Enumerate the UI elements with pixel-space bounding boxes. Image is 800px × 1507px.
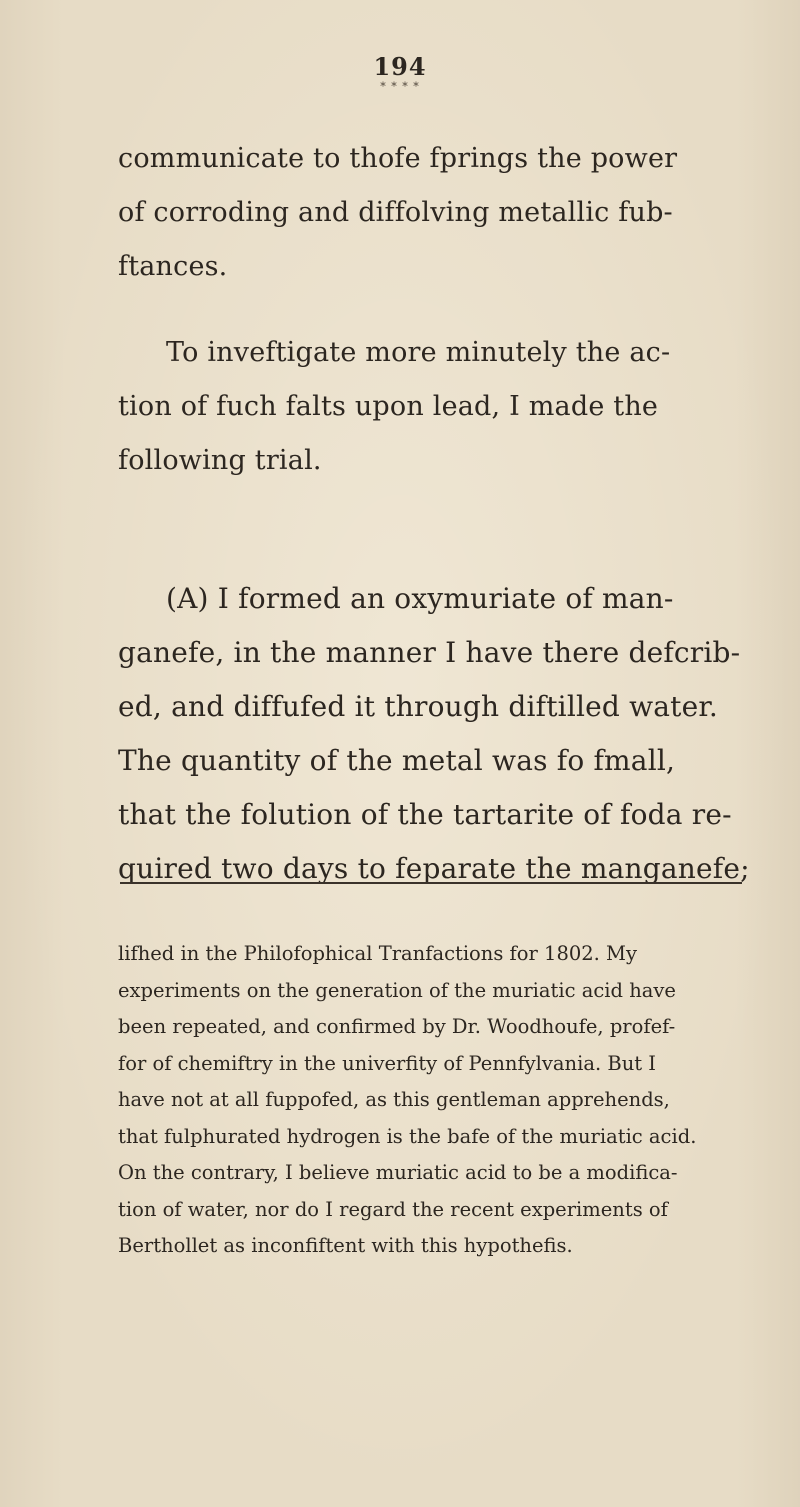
text-line: To inveftigate more minutely the ac-: [166, 337, 671, 368]
text-line: The quantity of the metal was fo fmall,: [118, 744, 676, 777]
paragraph-3: [118, 572, 778, 896]
paragraph-2: [118, 326, 778, 488]
footnote-line: experiments on the generation of the muriatic acid have: [118, 978, 676, 1002]
signature-mark: * * * *: [380, 80, 420, 93]
text-line: ed, and diffufed it through diftilled water.: [118, 690, 719, 723]
footnote-line: Berthollet as inconfiftent with this hypothefis.: [118, 1234, 573, 1257]
text-line: following trial.: [118, 445, 322, 476]
footnote-line: been repeated, and confirmed by Dr. Woodhoufe, profef-: [118, 1015, 676, 1038]
text-line: ftances.: [118, 251, 228, 282]
text-line: of corroding and diffolving metallic fub-: [118, 197, 673, 228]
page-number: 194: [373, 52, 427, 81]
text-line: tion of fuch falts upon lead, I made the: [118, 391, 659, 422]
paragraph-1: [118, 132, 778, 294]
text-line: ganefe, in the manner I have there defcrib-: [118, 636, 741, 669]
footnote-divider: [120, 882, 742, 884]
footnote-line: tion of water, nor do I regard the recent experiments of: [118, 1197, 668, 1221]
footnote-line: have not at all fuppofed, as this gentleman apprehends,: [118, 1088, 670, 1111]
text-line: that the folution of the tartarite of foda re-: [118, 798, 732, 831]
footnote-line: for of chemiftry in the univerfity of Pennfylvania. But I: [118, 1051, 657, 1075]
footnote-line: On the contrary, I believe muriatic acid to be a modifica-: [118, 1161, 678, 1184]
footnote: [118, 936, 780, 1265]
text-line: quired two days to feparate the manganefe;: [118, 852, 750, 885]
footnote-line: lifhed in the Philofophical Tranfactions for 1802. My: [118, 942, 638, 965]
text-line: (A) I formed an oxymuriate of man-: [166, 582, 674, 615]
footnote-line: that fulphurated hydrogen is the bafe of the muriatic acid.: [118, 1124, 697, 1148]
text-line: communicate to thofe fprings the power: [118, 143, 678, 174]
